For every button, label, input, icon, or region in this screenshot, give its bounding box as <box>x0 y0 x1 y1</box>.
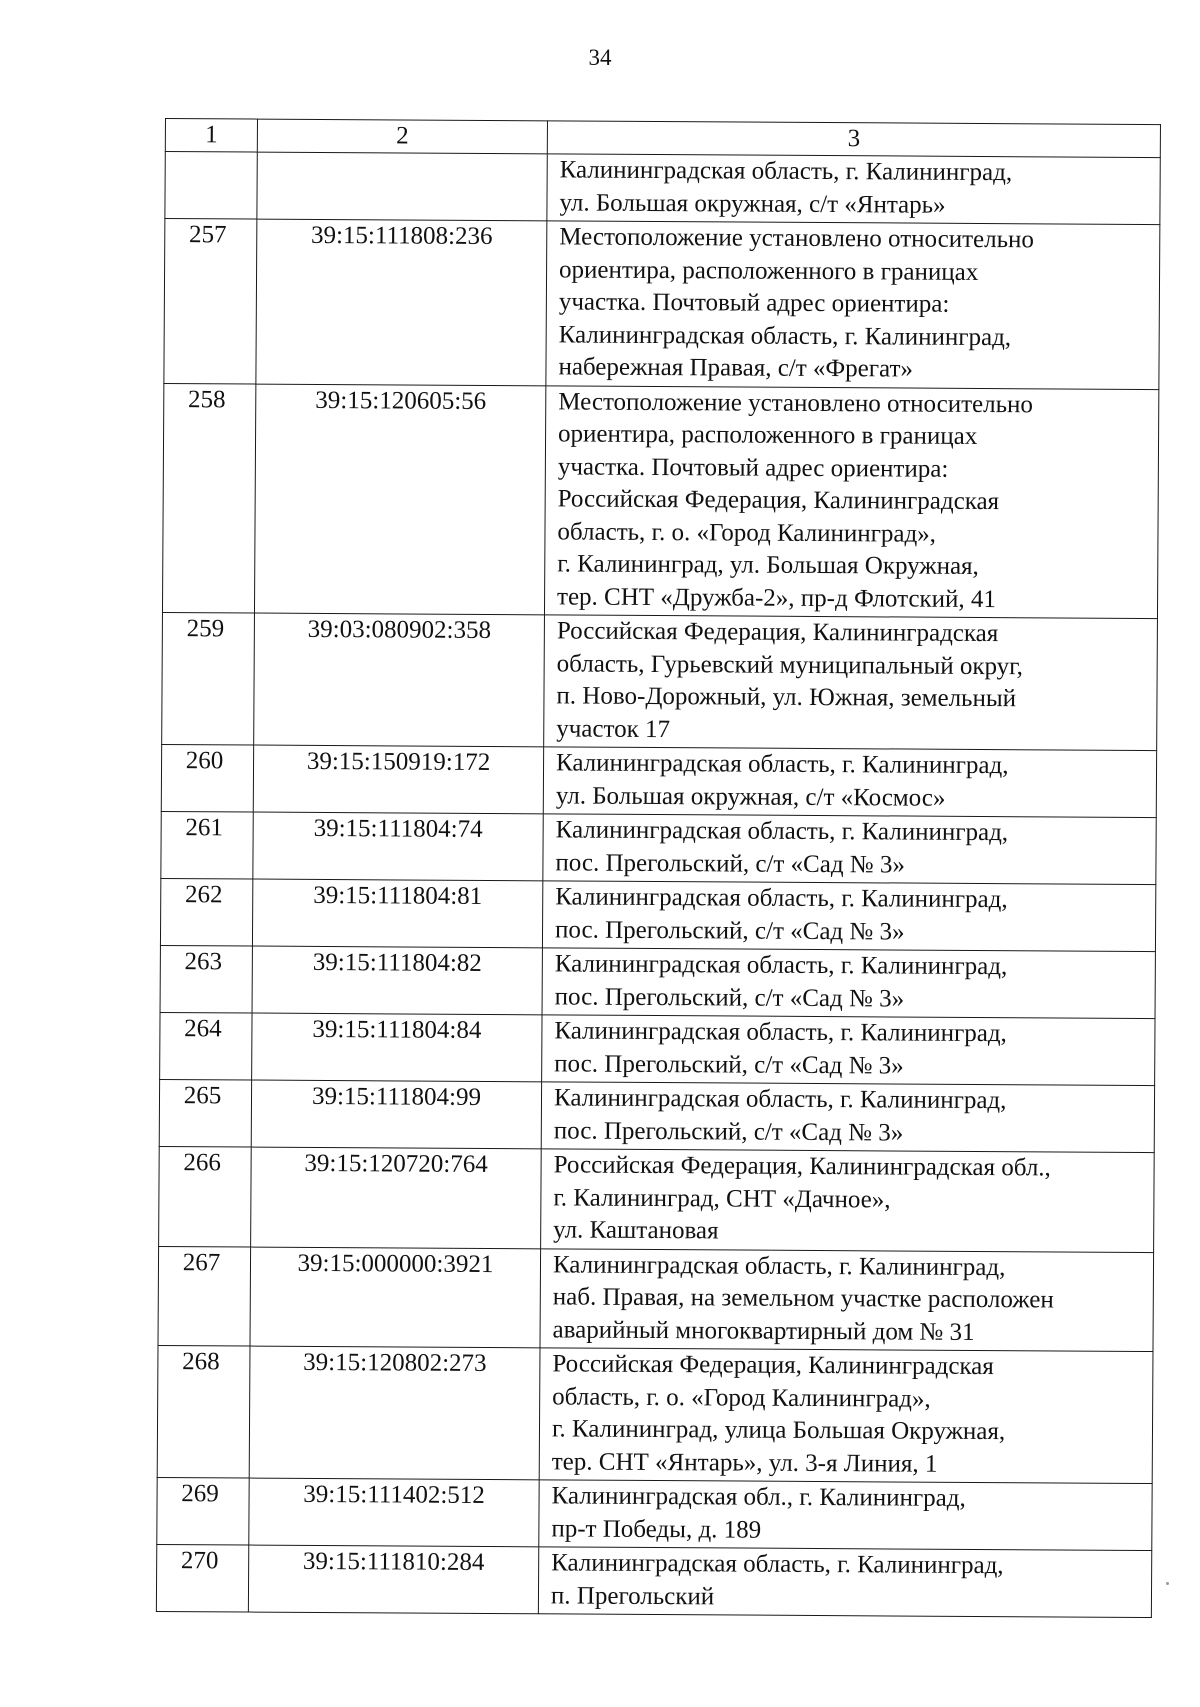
row-number-cell: 267 <box>158 1246 251 1346</box>
row-number-cell: 261 <box>161 811 253 879</box>
cadastral-number-cell: 39:15:111808:236 <box>256 219 547 385</box>
address-line: пр-т Победы, д. 189 <box>551 1514 762 1544</box>
address-line: п. Ново-Дорожный, ул. Южная, земельный <box>556 682 1017 713</box>
address-line: Калининградская область, г. Калининград, <box>551 1549 1004 1580</box>
row-number-cell: 263 <box>160 945 252 1013</box>
address-cell <box>546 221 1160 389</box>
address-line: п. Прегольский <box>550 1581 715 1610</box>
row-number-cell: 269 <box>157 1477 249 1545</box>
address-line: Российская Федерация, Калининградская <box>552 1350 994 1381</box>
cadastral-number-cell: 39:15:111804:99 <box>251 1080 541 1149</box>
address-line: г. Калининград, ул. Большая Окружная, <box>557 550 979 580</box>
address-cell <box>539 1348 1153 1484</box>
address-cell <box>543 747 1156 818</box>
address-line: Российская Федерация, Калининградская <box>556 617 999 648</box>
cadastral-number-cell: 39:03:080902:358 <box>254 613 545 747</box>
address-line: ул. Большая окружная, с/т «Космос» <box>555 781 946 812</box>
header-cell-cadastral: 2 <box>257 119 547 154</box>
row-number-cell: 257 <box>164 219 257 384</box>
address-line: участка. Почтовый адрес ориентира: <box>558 288 950 318</box>
cadastral-number-cell: 39:15:120605:56 <box>254 384 545 615</box>
table-row <box>160 945 1155 1018</box>
row-number-cell <box>165 152 257 220</box>
address-cell <box>541 1149 1155 1252</box>
cadastral-number-cell: 39:15:120720:764 <box>251 1147 542 1248</box>
address-cell <box>547 154 1160 225</box>
address-line: набережная Правая, с/т «Фрегат» <box>558 353 914 383</box>
table-row <box>159 1079 1154 1152</box>
address-line: Местоположение установлено относительно <box>558 387 1034 418</box>
address-cell <box>540 1248 1154 1351</box>
address-line: г. Калининград, СНТ «Дачное», <box>553 1183 891 1213</box>
address-line: участка. Почтовый адрес ориентира: <box>557 452 949 483</box>
page-number: 34 <box>588 45 612 70</box>
cadastral-number-cell: 39:15:150919:172 <box>253 745 543 814</box>
address-line: тер. СНТ «Янтарь», ул. 3-я Линия, 1 <box>551 1447 938 1478</box>
table-row <box>156 1544 1151 1617</box>
address-line: ул. Каштановая <box>553 1216 719 1245</box>
row-number-cell: 265 <box>159 1079 251 1147</box>
table-row <box>161 744 1156 817</box>
cadastral-number-cell: 39:15:111810:284 <box>248 1545 538 1614</box>
address-line: ориентира, расположенного в границах <box>557 420 978 450</box>
address-cell <box>543 814 1156 885</box>
address-line: Калининградская область, г. Калининград, <box>554 1017 1007 1048</box>
address-line: Российская Федерация, Калининградская обл., <box>553 1151 1051 1182</box>
cadastral-number-cell: 39:15:111402:512 <box>249 1478 539 1547</box>
address-line: пос. Прегольский, с/т «Сад № 3» <box>554 1049 904 1080</box>
header-cell-address: 3 <box>547 121 1160 158</box>
table-row <box>165 152 1160 225</box>
address-line: г. Калининград, улица Большая Окружная, <box>551 1415 1006 1446</box>
address-line: пос. Прегольский, с/т «Сад № 3» <box>554 915 905 946</box>
address-cell <box>538 1547 1151 1618</box>
address-line: пос. Прегольский, с/т «Сад № 3» <box>553 1116 904 1147</box>
scan-speck <box>1166 1582 1169 1585</box>
cadastral-number-cell: 39:15:111804:81 <box>252 879 542 948</box>
address-line: участок 17 <box>556 714 671 743</box>
address-line: область, г. о. «Город Калининград», <box>557 517 937 548</box>
row-number-cell: 258 <box>162 383 255 613</box>
table-row <box>159 1146 1155 1252</box>
address-line: пос. Прегольский, с/т «Сад № 3» <box>554 982 905 1013</box>
address-line: наб. Правая, на земельном участке расположен <box>552 1283 1054 1314</box>
row-number-cell: 264 <box>160 1012 252 1080</box>
address-line: Калининградская область, г. Калининград, <box>555 749 1009 780</box>
cadastral-number-cell <box>257 152 547 221</box>
table-row <box>158 1246 1154 1352</box>
address-line: Российская Федерация, Калининградская <box>557 485 1000 516</box>
row-number-cell: 268 <box>157 1345 250 1478</box>
table-row <box>161 811 1156 884</box>
address-cell <box>539 1480 1152 1551</box>
address-cell <box>542 1015 1155 1086</box>
table-row <box>162 383 1158 619</box>
row-number-cell: 260 <box>161 744 253 812</box>
row-number-cell: 262 <box>160 878 252 946</box>
header-cell-number: 1 <box>165 119 257 153</box>
cadastral-number-cell: 39:15:111804:74 <box>253 812 543 881</box>
address-line: область, Гурьевский муниципальный округ, <box>556 649 1023 680</box>
address-line: пос. Прегольский, с/т «Сад № 3» <box>555 848 906 879</box>
table-row <box>160 878 1155 951</box>
address-line: Калининградская область, г. Калининград, <box>552 1250 1006 1281</box>
address-line: область, г. о. «Город Калининград», <box>552 1382 931 1413</box>
row-number-cell: 270 <box>156 1544 248 1612</box>
address-line: аварийный многоквартирный дом № 31 <box>552 1315 975 1346</box>
address-line: Калининградская область, г. Калининград, <box>558 320 1012 351</box>
address-line: Калининградская обл., г. Калининград, <box>551 1482 966 1512</box>
address-line: Калининградская область, г. Калининград, <box>559 156 1013 187</box>
table-body <box>156 119 1160 1618</box>
address-line: Калининградская область, г. Калининград, <box>553 1084 1007 1115</box>
address-line: тер. СНТ «Дружба-2», пр-д Флотский, 41 <box>557 582 996 613</box>
address-line: ул. Большая окружная, с/т «Янтарь» <box>559 188 946 219</box>
address-cell <box>542 948 1155 1019</box>
cadastral-number-cell: 39:15:120802:273 <box>249 1346 540 1480</box>
address-line: Местоположение установлено относительно <box>559 223 1035 254</box>
cadastral-number-cell: 39:15:111804:82 <box>252 946 542 1015</box>
address-line: Калининградская область, г. Калининград, <box>555 883 1008 914</box>
table-row <box>157 1477 1152 1550</box>
address-line: ориентира, расположенного в границах <box>559 255 979 286</box>
table-row <box>164 219 1160 390</box>
address-line: Калининградская область, г. Калининград, <box>554 950 1008 981</box>
table-row <box>160 1012 1155 1085</box>
cadastral-number-cell: 39:15:111804:84 <box>252 1013 542 1082</box>
table-row <box>157 1345 1153 1483</box>
address-cell <box>541 1082 1154 1153</box>
row-number-cell: 259 <box>162 612 255 745</box>
address-cell <box>542 881 1155 952</box>
address-line: Калининградская область, г. Калининград, <box>555 816 1009 847</box>
address-cell <box>544 615 1158 751</box>
land-plots-table <box>156 118 1161 1618</box>
address-cell <box>544 385 1158 618</box>
table-row <box>162 612 1158 750</box>
cadastral-number-cell: 39:15:000000:3921 <box>250 1247 541 1348</box>
row-number-cell: 266 <box>159 1146 252 1246</box>
